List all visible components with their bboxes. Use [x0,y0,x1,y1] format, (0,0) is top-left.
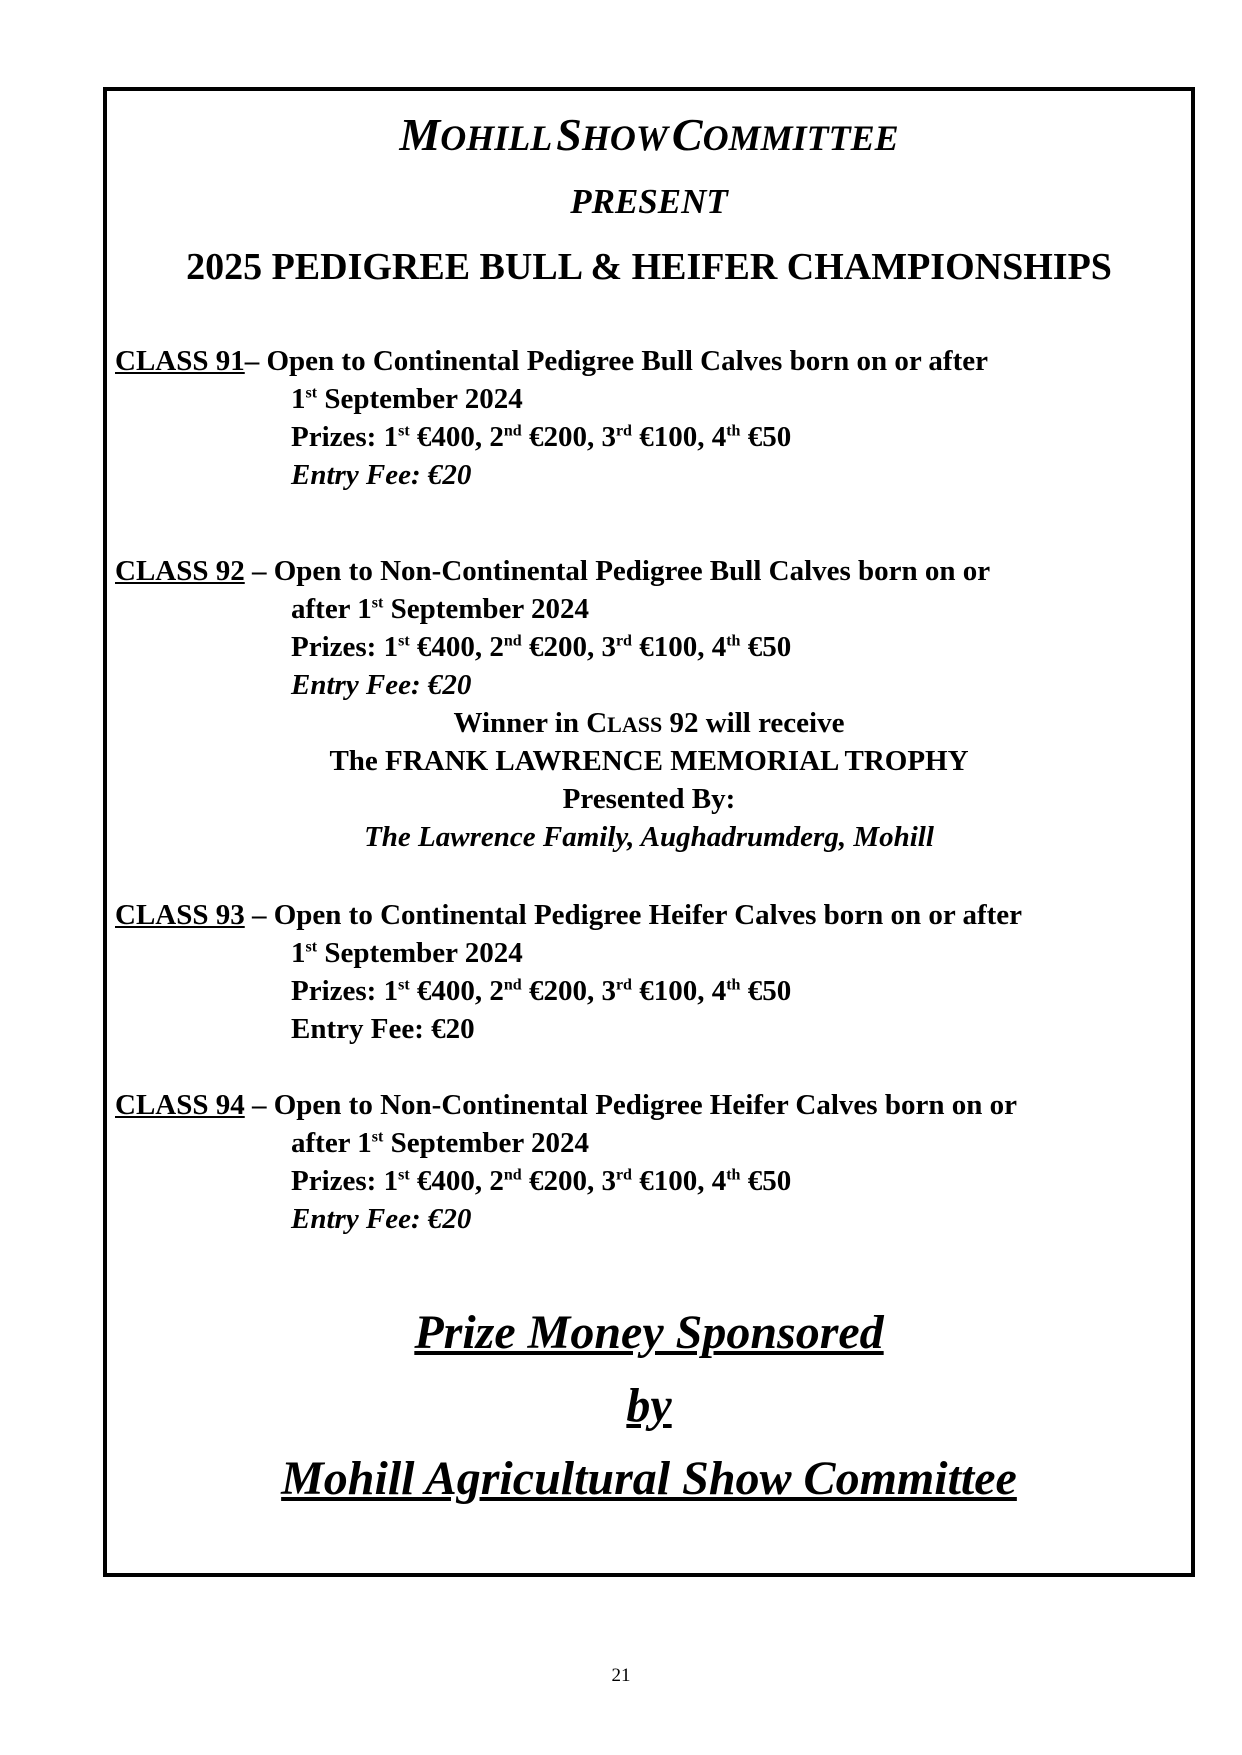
class-93-heading: CLASS 93 – Open to Continental Pedigree Heifer Calves born on or after [115,899,1023,931]
class-93-date: 1st September 2024 [291,937,523,969]
trophy-presented-by: Presented By: [562,783,736,815]
class-94-entry-fee: Entry Fee: €20 [291,1203,472,1235]
class-91-prizes: Prizes: 1st €400, 2nd €200, 3rd €100, 4th €50 [291,421,792,453]
sponsor-line-1: Prize Money Sponsored [414,1306,884,1359]
class-94-heading: CLASS 94 – Open to Non-Continental Pedigree Heifer Calves born on or [115,1089,1017,1121]
class-94-prizes: Prizes: 1st €400, 2nd €200, 3rd €100, 4th €50 [291,1165,792,1197]
present-label: PRESENT [570,182,728,221]
page-number: 21 [611,1665,631,1686]
sponsor-line-2: by [626,1379,672,1432]
class-91-date: 1st September 2024 [291,383,523,415]
class-93-prizes: Prizes: 1st €400, 2nd €200, 3rd €100, 4th €50 [291,975,792,1007]
championship-title: 2025 PEDIGREE BULL & HEIFER CHAMPIONSHIPS [186,246,1112,288]
class-92-heading: CLASS 92 – Open to Non-Continental Pedigree Bull Calves born on or [115,555,991,587]
class-92-entry-fee: Entry Fee: €20 [291,669,472,701]
committee-title: MOHILL SHOW COMMITTEE [399,109,899,160]
class-94-date: after 1st September 2024 [291,1127,590,1159]
class-91-entry-fee: Entry Fee: €20 [291,459,472,491]
trophy-winner-line: Winner in CLASS 92 will receive [453,707,845,739]
trophy-family: The Lawrence Family, Aughadrumderg, Mohill [364,821,934,853]
class-91-heading: CLASS 91– Open to Continental Pedigree Bull Calves born on or after [115,345,988,377]
sponsor-line-3: Mohill Agricultural Show Committee [281,1452,1017,1505]
class-93-entry-fee: Entry Fee: €20 [291,1013,475,1045]
class-92-prizes: Prizes: 1st €400, 2nd €200, 3rd €100, 4th €50 [291,631,792,663]
class-92-date: after 1st September 2024 [291,593,590,625]
trophy-name: The FRANK LAWRENCE MEMORIAL TROPHY [329,745,969,777]
